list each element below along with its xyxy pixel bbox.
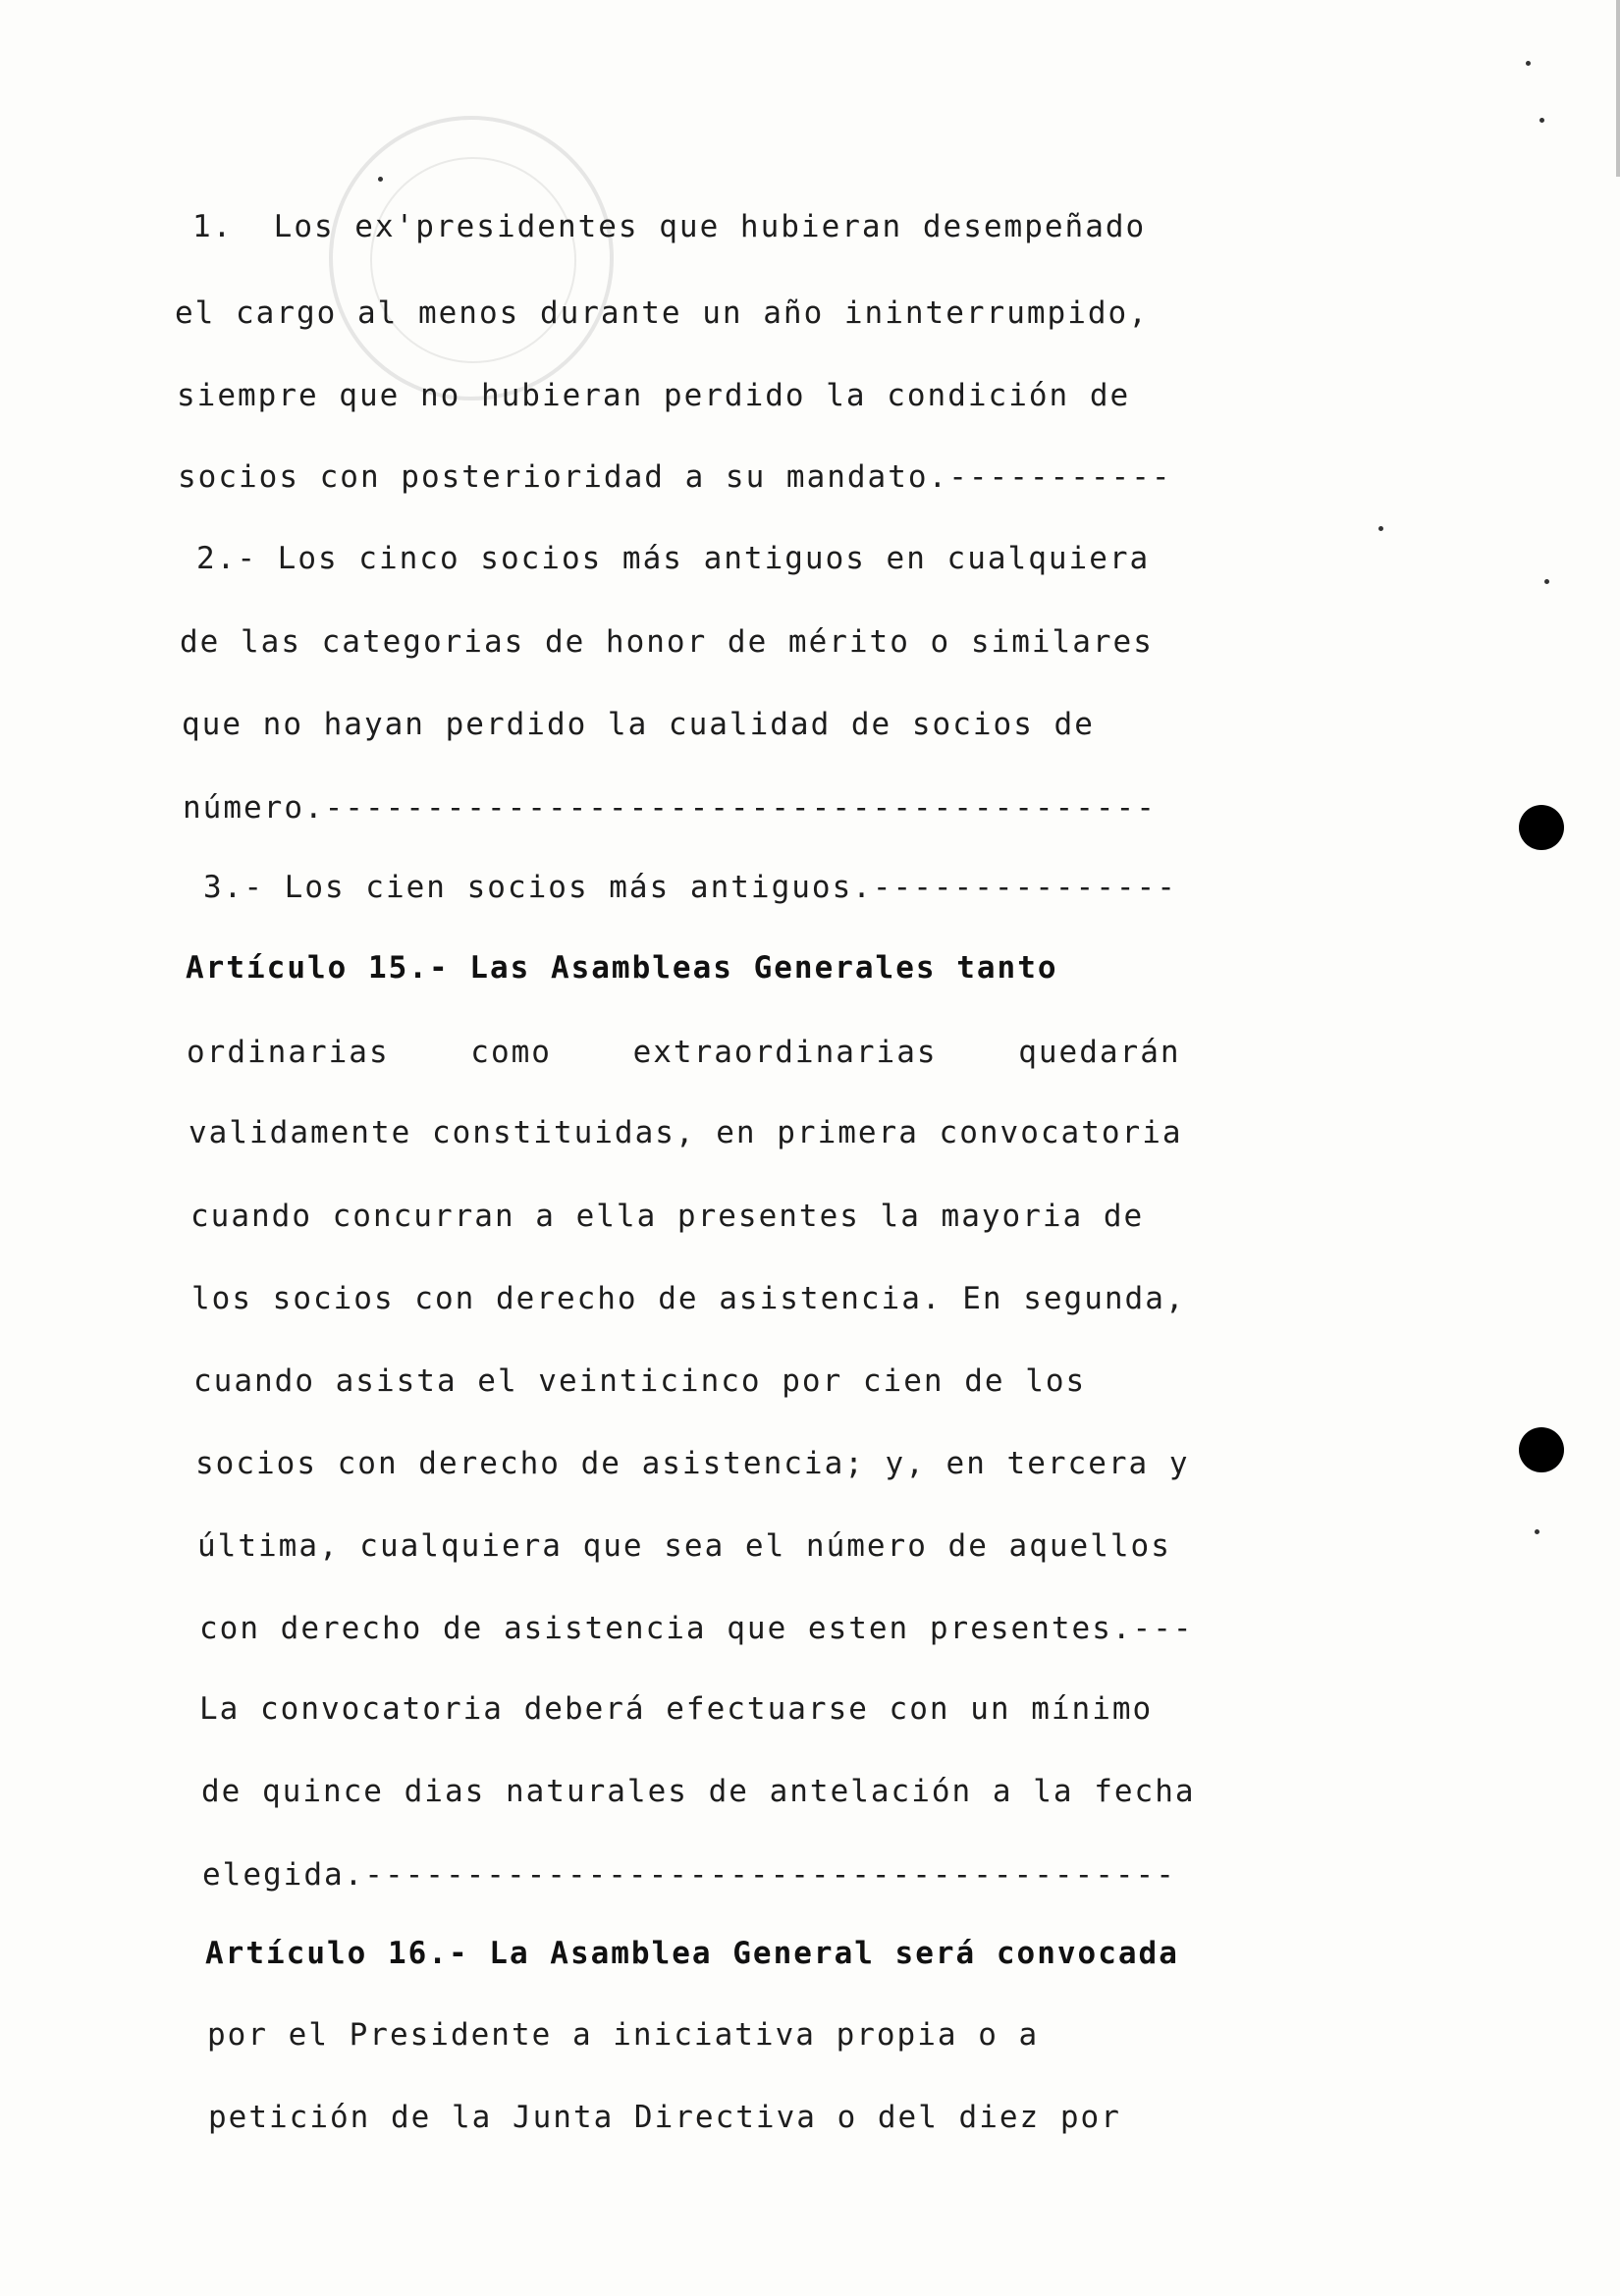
text-line-3: siempre que no hubieran perdido la condición de xyxy=(177,378,1131,413)
text-line-20: de quince dias naturales de antelación a la fecha xyxy=(201,1774,1196,1809)
text-line-8: número.----------------------------------------- xyxy=(183,790,1157,826)
text-line-6: de las categorias de honor de mérito o similares xyxy=(180,624,1154,660)
edge-speck xyxy=(1544,579,1549,584)
ink-speck xyxy=(378,177,383,182)
text-line-21: elegida.---------------------------------------- xyxy=(202,1857,1176,1893)
text-line-12: validamente constituidas, en primera convocatoria xyxy=(189,1115,1183,1150)
edge-speck xyxy=(1378,526,1383,531)
text-line-5: 2.- Los cinco socios más antiguos en cualquiera xyxy=(196,541,1151,576)
text-line-11: ordinarias como extraordinarias quedarán xyxy=(187,1035,1181,1070)
text-line-23: por el Presidente a iniciativa propia o a xyxy=(207,2017,1040,2053)
text-line-1: 1. Los ex'presidentes que hubieran desempeñado xyxy=(192,209,1147,244)
article-16-heading-line: Artículo 16.- La Asamblea General será convocada xyxy=(205,1936,1179,1971)
text-line-17: última, cualquiera que sea el número de aquellos xyxy=(197,1528,1171,1564)
edge-speck xyxy=(1526,61,1531,66)
text-line-13: cuando concurran a ella presentes la mayoria de xyxy=(190,1199,1145,1234)
page-edge-mark xyxy=(1616,0,1620,177)
edge-speck xyxy=(1539,118,1544,123)
edge-speck xyxy=(1535,1529,1539,1534)
text-line-7: que no hayan perdido la cualidad de socios de xyxy=(182,707,1095,742)
text-line-18: con derecho de asistencia que esten presentes.--- xyxy=(199,1611,1194,1646)
binder-punch-hole-top xyxy=(1519,805,1564,850)
text-line-4: socios con posterioridad a su mandato.----------- xyxy=(178,459,1172,495)
text-line-2: el cargo al menos durante un año ininterrumpido, xyxy=(175,295,1149,331)
text-line-9: 3.- Los cien socios más antiguos.--------------- xyxy=(203,870,1177,905)
text-line-19: La convocatoria deberá efectuarse con un mínimo xyxy=(199,1691,1154,1727)
text-line-14: los socios con derecho de asistencia. En segunda, xyxy=(191,1281,1186,1316)
faded-stamp xyxy=(329,116,614,400)
binder-punch-hole-bottom xyxy=(1519,1427,1564,1472)
text-line-16: socios con derecho de asistencia; y, en tercera y xyxy=(195,1446,1190,1481)
text-line-15: cuando asista el veinticinco por cien de los xyxy=(193,1363,1087,1399)
article-15-heading-line: Artículo 15.- Las Asambleas Generales tanto xyxy=(186,950,1058,986)
text-line-24: petición de la Junta Directiva o del diez por xyxy=(208,2100,1121,2135)
